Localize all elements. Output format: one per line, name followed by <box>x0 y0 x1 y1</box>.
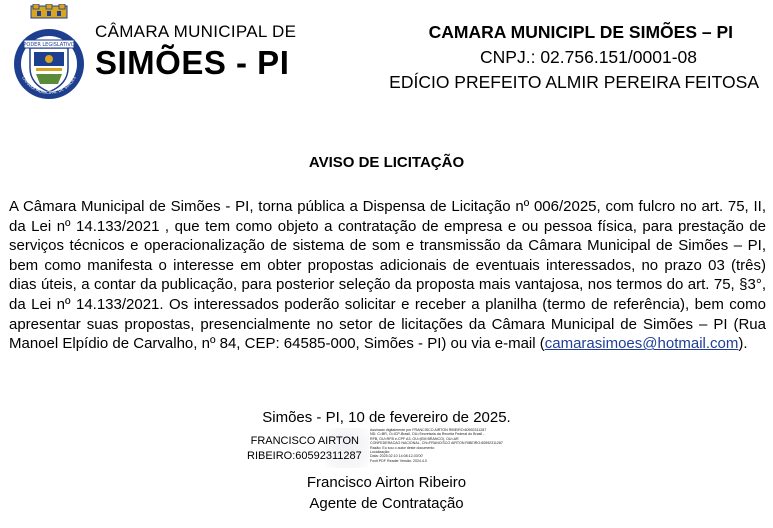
header-cnpj: CNPJ.: 02.756.151/0001-08 <box>480 47 697 67</box>
signature-detail-line: Data: 2025.02.10 14:08:12-03'00' <box>370 454 424 459</box>
signer-name: Francisco Airton Ribeiro <box>306 474 467 491</box>
signature-name-line-1: FRANCISCO AIRTON <box>250 435 359 447</box>
notice-body-text: A Câmara Municipal de Simões - PI, torna pública a Dispensa de Licitação nº 006/2025, com fulcro no art. 75, II, da Lei nº 14.133/2021 , que tem como objeto a contratação de empresa e ou pessoa física, para prestação de serviços técnicos e operacionalização de sistema de som e transmissão da Câmara Municipal de Simões – PI, bem como manifesta o interesse em obter propostas adicionais de eventuais interessados, no prazo 03 (três) dias úteis, a contar da publicação, para posterior seleção da proposta mais vantajosa, nos termos do art. 75, §3°, da Lei nº 14.133/2021. Os interessados poderão solicitar e receber a planilha (termo de referência), bem como apresentar suas propostas, presencialmente no setor de licitações da Câmara Municipal de Simões – PI (Rua Manoel Elpídio de Carvalho, nº 84, CEP: 64585-000, Simões - PI) ou via e-mail ( <box>9 198 766 353</box>
city-crest-icon <box>12 4 86 108</box>
place-date: Simões - PI, 10 de fevereiro de 2025. <box>262 409 511 426</box>
logo-line-2: SIMÕES - PI <box>95 44 290 81</box>
signature-detail-line: Razão: Eu sou o autor deste documento <box>370 445 435 450</box>
email-link[interactable]: camarasimoes@hotmail.com <box>544 335 739 353</box>
signature-detail-line: CONFEDERACAO NACIONAL, CN=FRANCISCO AIRTON RIBEIRO:60592311287 <box>370 441 503 446</box>
signature-detail-line: ND: C=BR, O=ICP-Brasil, OU=Secretaria da Receita Federal do Brasil - <box>370 432 485 437</box>
header-building: EDÍCIO PREFEITO ALMIR PEREIRA FEITOSA <box>389 72 759 92</box>
signer-block <box>0 472 773 514</box>
signature-detail-line: Assinado digitalmente por FRANCISCO AIRTON RIBEIRO:60592311287 <box>370 428 487 432</box>
header-institution: CAMARA MUNICIPL DE SIMÕES – PI <box>428 22 733 42</box>
signer-role: Agente de Contratação <box>309 495 464 512</box>
crest-ring-text: CÂMARA MUNICIPAL DE SIMÕES <box>21 75 77 96</box>
digital-signature-name <box>247 434 362 464</box>
signature-detail-line: Foxit PDF Reader Versão: 2024.4.0 <box>370 458 427 463</box>
crest-banner-text: PODER LEGISLATIVO <box>23 42 75 48</box>
signature-name-line-2: RIBEIRO:60592311287 <box>247 450 362 462</box>
signature-detail-line: RFB, OU=RFB e-CPF A3, OU=(EM BRANCO), OU=AR <box>370 436 459 441</box>
signature-detail-line: Localização: <box>370 450 390 455</box>
logo-line-1: CÂMARA MUNICIPAL DE <box>95 22 297 41</box>
notice-body <box>9 197 766 354</box>
notice-title: AVISO DE LICITAÇÃO <box>308 154 465 171</box>
notice-body-end: ). <box>738 335 748 353</box>
signature-details <box>370 428 503 463</box>
